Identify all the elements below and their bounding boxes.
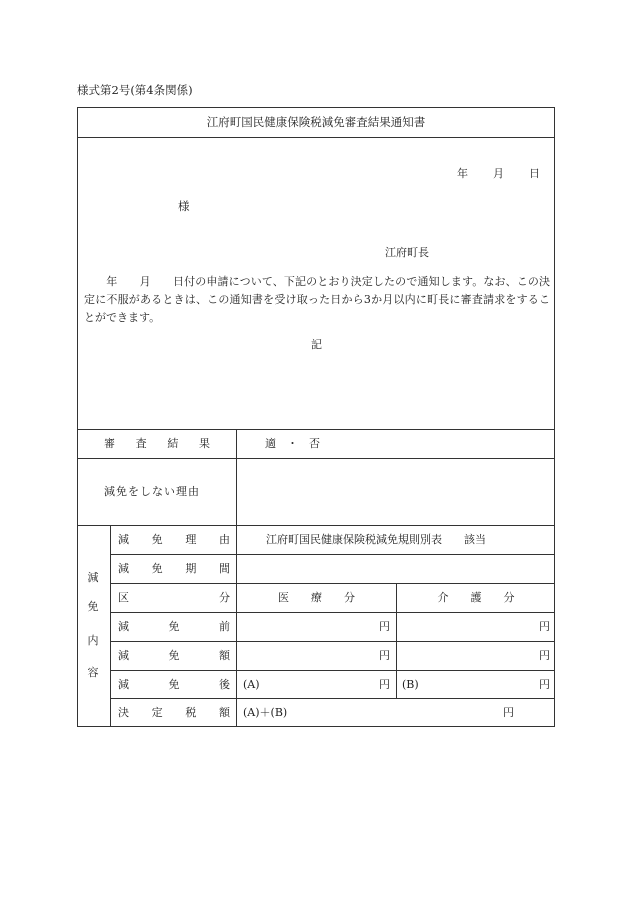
review-result-label: 審 査 結 果 [104, 437, 210, 450]
review-result-value: 適 ・ 否 [265, 437, 320, 450]
no-reduction-reason-label: 減免をしない理由 [104, 485, 200, 498]
divider [110, 698, 555, 699]
medical-after-prefix: (A) [243, 678, 260, 691]
yen-unit: 円 [379, 678, 390, 691]
divider [110, 641, 555, 642]
yen-unit: 円 [379, 649, 390, 662]
after-reduction-label: 減 免 後 [118, 678, 230, 691]
yen-unit: 円 [539, 678, 550, 691]
reduction-reason-label: 減 免 理 由 [118, 533, 230, 546]
yen-unit: 円 [539, 620, 550, 633]
form-number-label: 様式第2号(第4条関係) [77, 83, 193, 97]
decided-tax-label: 決 定 税 額 [118, 706, 230, 719]
divider [77, 429, 555, 430]
reduction-content-char: 容 [87, 666, 99, 679]
reduction-reason-value: 江府町国民健康保険税減免規則別表 該当 [266, 533, 486, 546]
addressee-suffix: 様 [178, 199, 190, 213]
care-category-header: 介 護 分 [437, 591, 515, 604]
reduction-content-char: 減 [87, 571, 99, 584]
divider [77, 137, 555, 138]
divider [77, 525, 555, 526]
reduction-period-label: 減 免 期 間 [118, 562, 230, 575]
care-after-prefix: (B) [402, 678, 419, 691]
document-title: 江府町国民健康保険税減免審査結果通知書 [206, 115, 426, 129]
divider [110, 525, 111, 727]
yen-unit: 円 [503, 706, 514, 719]
before-reduction-label: 減 免 前 [118, 620, 230, 633]
form-frame [77, 107, 555, 727]
date-month-label: 月 [493, 167, 504, 180]
date-day-label: 日 [529, 167, 540, 180]
medical-category-header: 医 療 分 [278, 591, 355, 604]
decided-tax-formula: (A)＋(B) [243, 706, 288, 719]
ki-mark: 記 [311, 338, 322, 351]
divider [110, 612, 555, 613]
notice-body: 年 月 日付の申請について、下記のとおり決定したので通知します。なお、この決定に不服があるときは、この通知書を受け取った日から3か月以内に町長に審査請求をすることができます。 [84, 275, 550, 324]
yen-unit: 円 [539, 649, 550, 662]
divider [110, 554, 555, 555]
date-year-label: 年 [457, 167, 468, 180]
divider [110, 583, 555, 584]
reduction-amount-label: 減 免 額 [118, 649, 230, 662]
divider [236, 429, 237, 727]
reduction-content-char: 内 [87, 634, 99, 647]
divider [77, 458, 555, 459]
sender-name: 江府町長 [385, 246, 429, 259]
category-label: 区 分 [118, 591, 230, 604]
yen-unit: 円 [379, 620, 390, 633]
reduction-content-char: 免 [87, 600, 99, 613]
divider [110, 670, 555, 671]
